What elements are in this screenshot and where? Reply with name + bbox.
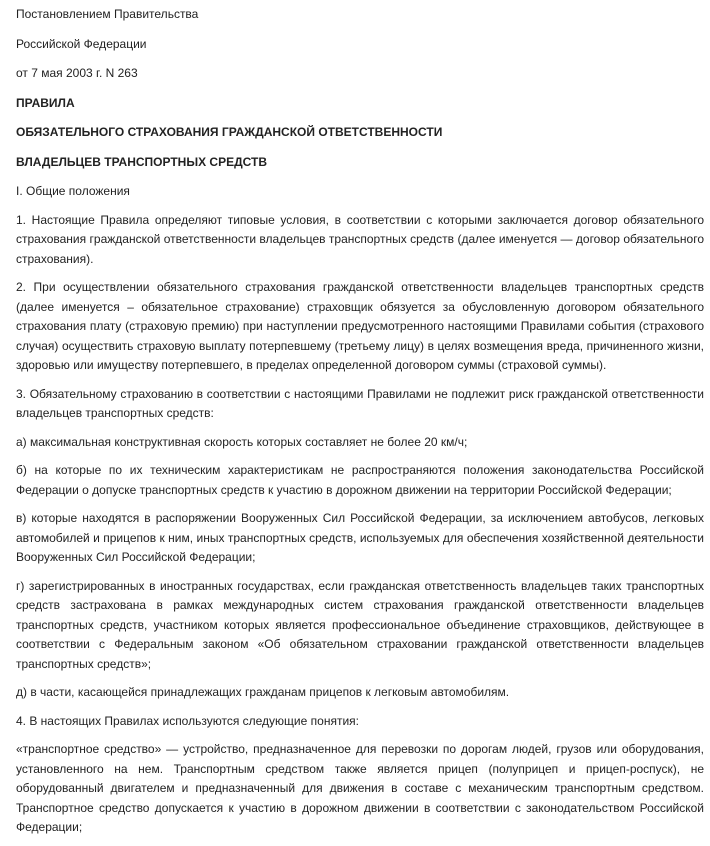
title-rules: ПРАВИЛА <box>16 95 75 110</box>
paragraph-4: 4. В настоящих Правилах используются следующие понятия: <box>16 713 359 728</box>
decree-line-1: Постановлением Правительства <box>16 7 199 21</box>
subitem-b: б) на которые по их техническим характеристикам не распространяются положения законодательства Российской Федерации о допуске транспортных средств к участию в дорожном движении на территории Российской Федерации; <box>16 463 704 497</box>
decree-line-2: Российской Федерации <box>16 36 147 51</box>
paragraph-2: 2. При осуществлении обязательного страхования гражданской ответственности владельцев транспортных средств (далее именуется – обязательное страхование) страховщик обязуется за обусловленную договором обязательного страхования плату (страховую премию) при наступлении предусмотренного настоящими Правилами события (страхового случая) осуществить страховую выплату потерпевшему (третьему лицу) в целях возмещения вреда, причиненного жизни, здоровью или имуществу потерпевшего, в пределах определенной договором суммы (страховой суммы). <box>16 280 704 372</box>
title-line-2: ОБЯЗАТЕЛЬНОГО СТРАХОВАНИЯ ГРАЖДАНСКОЙ ОТВЕТСТВЕННОСТИ <box>16 125 443 139</box>
definition-vehicle: «транспортное средство» — устройство, предназначенное для перевозки по дорогам людей, грузов или оборудования, установленного на нем. Транспортным средством также является прицеп (полуприцеп и прицеп-роспуск), не оборудованный двигателем и предназначенный для движения в составе с механическим транспортным средством. Транспортное средство допускается к участию в дорожном движении в соответствии с законодательством Российской Федерации; <box>16 742 704 834</box>
subitem-v: в) которые находятся в распоряжении Вооруженных Сил Российской Федерации, за исключением автобусов, легковых автомобилей и прицепов к ним, иных транспортных средств, используемых для обеспечения хозяйственной деятельности Вооруженных Сил Российской Федерации; <box>16 511 704 564</box>
subitem-g: г) зарегистрированных в иностранных государствах, если гражданская ответственность владельцев таких транспортных средств застрахована в рамках международных систем страхования гражданской ответственности владельцев транспортных средств, участником которых является профессиональное объединение страховщиков, действующее в соответствии с Федеральным законом «Об обязательном страховании гражданской ответственности владельцев транспортных средств»; <box>16 578 704 671</box>
subitem-a: а) максимальная конструктивная скорость которых составляет не более 20 км/ч; <box>16 434 468 449</box>
paragraph-1: 1. Настоящие Правила определяют типовые условия, в соответствии с которыми заключается договор обязательного страхования гражданской ответственности владельцев транспортных средств (далее именуется — договор обязательного страхования). <box>16 212 704 266</box>
subitem-d: д) в части, касающейся принадлежащих гражданам прицепов к легковым автомобилям. <box>16 685 510 699</box>
title-line-3: ВЛАДЕЛЬЦЕВ ТРАНСПОРТНЫХ СРЕДСТВ <box>16 154 268 169</box>
section-heading: I. Общие положения <box>16 184 130 198</box>
decree-date: от 7 мая 2003 г. N 263 <box>16 66 138 80</box>
paragraph-3: 3. Обязательному страхованию в соответствии с настоящими Правилами не подлежит риск гражданской ответственности владельцев транспортных средств: <box>16 386 704 420</box>
